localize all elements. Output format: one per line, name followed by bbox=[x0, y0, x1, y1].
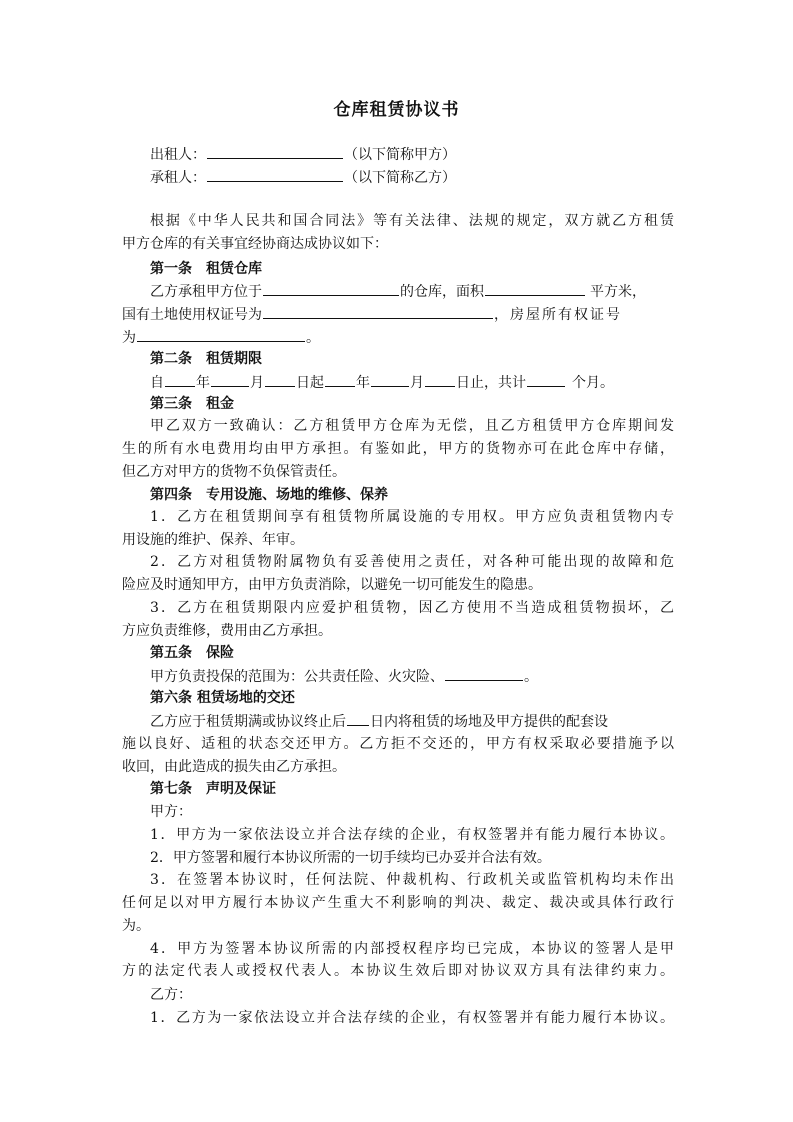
s2-day-1: 日起 bbox=[296, 375, 324, 391]
intro-line-1: 根据《中华人民共和国合同法》等有关法律、法规的规定，双方就乙方租赁 bbox=[150, 213, 674, 229]
lessor-label: 出租人： bbox=[150, 147, 206, 163]
section-6-line-2: 施以良好、适租的状态交还甲方。乙方拒不交还的，甲方有权采取必要措施予以 bbox=[122, 736, 674, 752]
section-3-line-2: 生的所有水电费用均由甲方承担。有鉴如此，甲方的货物亦可在此仓库中存储， bbox=[122, 441, 674, 457]
s1-text-b: 的仓库，面积 bbox=[400, 284, 484, 300]
party-b-label: 乙方： bbox=[150, 987, 192, 1003]
lessor-line bbox=[150, 144, 702, 165]
house-cert-blank[interactable] bbox=[137, 327, 305, 342]
section-4-p1-line-1: 1．乙方在租赁期间享有租赁物所属设施的专用权。甲方应负责租赁物内专 bbox=[150, 509, 674, 525]
s2-months: 个月。 bbox=[572, 375, 614, 391]
party-a-label: 甲方： bbox=[150, 804, 192, 820]
s1-text-a: 乙方承租甲方位于 bbox=[150, 284, 262, 300]
party-a-item-2: 2．甲方签署和履行本协议所需的一切手续均已办妥并合法有效。 bbox=[150, 850, 551, 866]
end-month-blank[interactable] bbox=[371, 372, 409, 387]
start-month-blank[interactable] bbox=[211, 372, 249, 387]
area-blank[interactable] bbox=[485, 281, 585, 296]
party-a-item-3-line-2: 任何足以对甲方履行本协议产生重大不利影响的判决、裁定、裁决或具体行政行 bbox=[122, 895, 674, 911]
months-blank[interactable] bbox=[527, 372, 565, 387]
section-3-line-3: 但乙方对甲方的货物不负保管责任。 bbox=[122, 464, 346, 480]
party-a-item-4-line-1: 4．甲方为签署本协议所需的内部授权程序均已完成，本协议的签署人是甲 bbox=[150, 941, 674, 957]
section-7-heading: 第七条 声明及保证 bbox=[150, 781, 276, 797]
section-4-p3-line-2: 方应负责维修，费用由乙方承担。 bbox=[122, 623, 332, 639]
s1-text-f: 为 bbox=[122, 330, 136, 346]
section-4-p3-line-1: 3．乙方在租赁期限内应爱护租赁物，因乙方使用不当造成租赁物损坏，乙 bbox=[150, 600, 674, 616]
s6-text-a: 乙方应于租赁期满或协议终止后 bbox=[150, 714, 346, 730]
section-5-heading: 第五条 保险 bbox=[150, 645, 234, 661]
s2-day-2: 日止，共计 bbox=[456, 375, 526, 391]
party-a-item-4-line-2: 方的法定代表人或授权代表人。本协议生效后即对协议双方具有法律约束力。 bbox=[122, 963, 674, 979]
section-4-p1-line-2: 用设施的维护、保养、年审。 bbox=[122, 532, 304, 548]
s5-text-b: 。 bbox=[524, 669, 538, 685]
s2-month-2: 月 bbox=[410, 375, 424, 391]
section-3-line-1: 甲乙双方一致确认：乙方租赁甲方仓库为无偿，且乙方租赁甲方仓库期间发 bbox=[150, 418, 674, 434]
section-1-line-2 bbox=[122, 304, 674, 325]
s1-text-d: 国有土地使用权证号为 bbox=[122, 307, 262, 323]
end-year-blank[interactable] bbox=[325, 372, 355, 387]
return-days-blank[interactable] bbox=[347, 711, 369, 726]
s2-from: 自 bbox=[150, 375, 164, 391]
lessee-label: 承租人： bbox=[150, 170, 206, 186]
s5-text-a: 甲方负责投保的范围为：公共责任险、火灾险、 bbox=[150, 669, 444, 685]
document-title: 仓库租赁协议书 bbox=[333, 100, 460, 120]
section-1-heading: 第一条 租赁仓库 bbox=[150, 261, 262, 277]
s2-month-1: 月 bbox=[250, 375, 264, 391]
party-a-item-3-line-3: 为。 bbox=[122, 918, 150, 934]
lessee-note: （以下简称乙方） bbox=[344, 170, 456, 186]
s6-text-b: 日内将租赁的场地及甲方提供的配套设 bbox=[370, 714, 608, 730]
section-3-heading: 第三条 租金 bbox=[150, 396, 234, 412]
intro-line-2: 甲方仓库的有关事宜经协商达成协议如下： bbox=[122, 236, 388, 252]
section-2-heading: 第二条 租赁期限 bbox=[150, 351, 262, 367]
start-day-blank[interactable] bbox=[265, 372, 295, 387]
start-year-blank[interactable] bbox=[165, 372, 195, 387]
end-day-blank[interactable] bbox=[425, 372, 455, 387]
party-a-item-1: 1．甲方为一家依法设立并合法存续的企业，有权签署并有能力履行本协议。 bbox=[150, 827, 674, 843]
land-cert-blank[interactable] bbox=[263, 304, 493, 319]
party-b-item-1: 1．乙方为一家依法设立并合法存续的企业，有权签署并有能力履行本协议。 bbox=[150, 1010, 674, 1026]
lessee-blank[interactable] bbox=[207, 167, 343, 182]
party-a-item-3-line-1: 3．在签署本协议时，任何法院、仲裁机构、行政机关或监管机构均未作出 bbox=[150, 872, 674, 888]
section-4-p2-line-2: 险应及时通知甲方，由甲方负责消除，以避免一切可能发生的隐患。 bbox=[122, 577, 542, 593]
s1-text-g: 。 bbox=[306, 330, 320, 346]
section-5-line-1 bbox=[150, 666, 702, 687]
s2-year-1: 年 bbox=[196, 375, 210, 391]
section-6-line-3: 收回，由此造成的损失由乙方承担。 bbox=[122, 759, 346, 775]
section-2-line-1 bbox=[150, 372, 702, 393]
section-4-p2-line-1: 2．乙方对租赁物附属物负有妥善使用之责任，对各种可能出现的故障和危 bbox=[150, 554, 674, 570]
s2-year-2: 年 bbox=[356, 375, 370, 391]
lessee-line bbox=[150, 167, 702, 188]
section-6-heading: 第六条 租赁场地的交还 bbox=[150, 690, 295, 706]
lessor-note: （以下简称甲方） bbox=[344, 147, 456, 163]
section-1-line-1 bbox=[150, 281, 702, 302]
location-blank[interactable] bbox=[263, 281, 399, 296]
section-4-heading: 第四条 专用设施、场地的维修、保养 bbox=[150, 487, 388, 503]
s1-text-c: 平方米， bbox=[590, 284, 646, 300]
s1-text-e: ，房屋所有权证号 bbox=[494, 307, 622, 323]
section-6-line-1 bbox=[150, 711, 702, 732]
insurance-blank[interactable] bbox=[445, 666, 523, 681]
section-1-line-3 bbox=[122, 327, 674, 348]
lessor-blank[interactable] bbox=[207, 144, 343, 159]
